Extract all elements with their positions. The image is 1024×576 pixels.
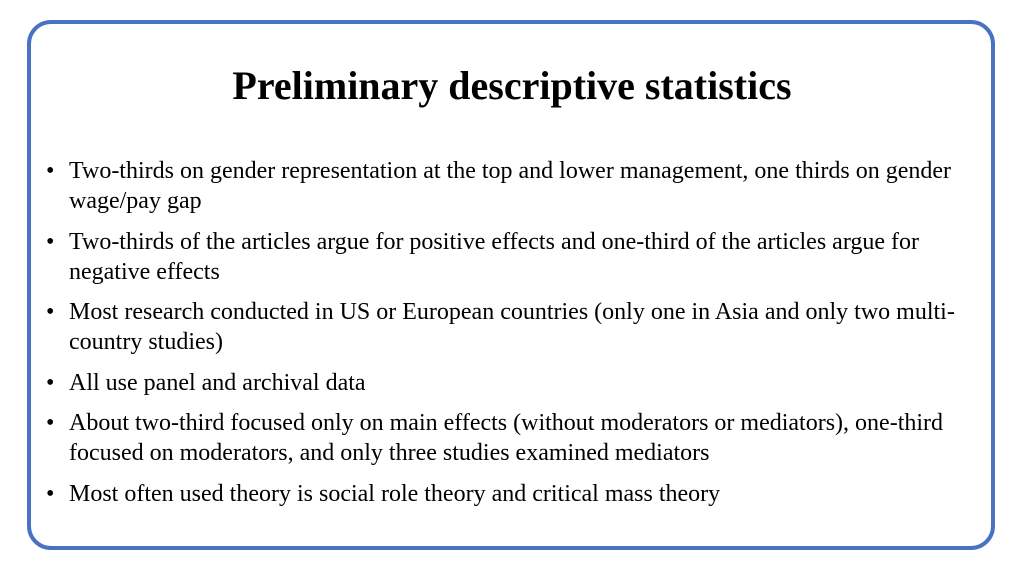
bullet-item [46,479,976,509]
bullet-list [46,156,976,519]
bullet-dot: • [46,228,55,255]
bullet-dot: • [46,299,55,325]
bullet-text: Two-thirds of the articles argue for positive effects and one-third of the articles argue for negative effects [69,228,920,285]
bullet-dot: • [46,480,55,507]
bullet-text: About two-third focused only on main effects (without moderators or mediators), one-third focused on moderators, and only three studies examined mediators [69,410,944,466]
bullet-item [46,297,976,357]
bullet-dot: • [46,369,55,396]
bullet-text: Two-thirds on gender representation at the top and lower management, one thirds on gender wage/pay gap [69,158,952,214]
bullet-item [46,368,976,398]
bullet-dot: • [46,410,55,436]
bullet-text: Most often used theory is social role theory and critical mass theory [69,480,721,507]
bullet-item [46,156,976,216]
slide-title: Preliminary descriptive statistics [232,63,792,108]
bullet-item [46,227,976,287]
bullet-text: Most research conducted in US or European countries (only one in Asia and only two multi-country studies) [69,299,955,355]
bullet-dot: • [46,158,55,184]
bullet-text: All use panel and archival data [69,369,366,396]
bullet-item [46,408,976,468]
